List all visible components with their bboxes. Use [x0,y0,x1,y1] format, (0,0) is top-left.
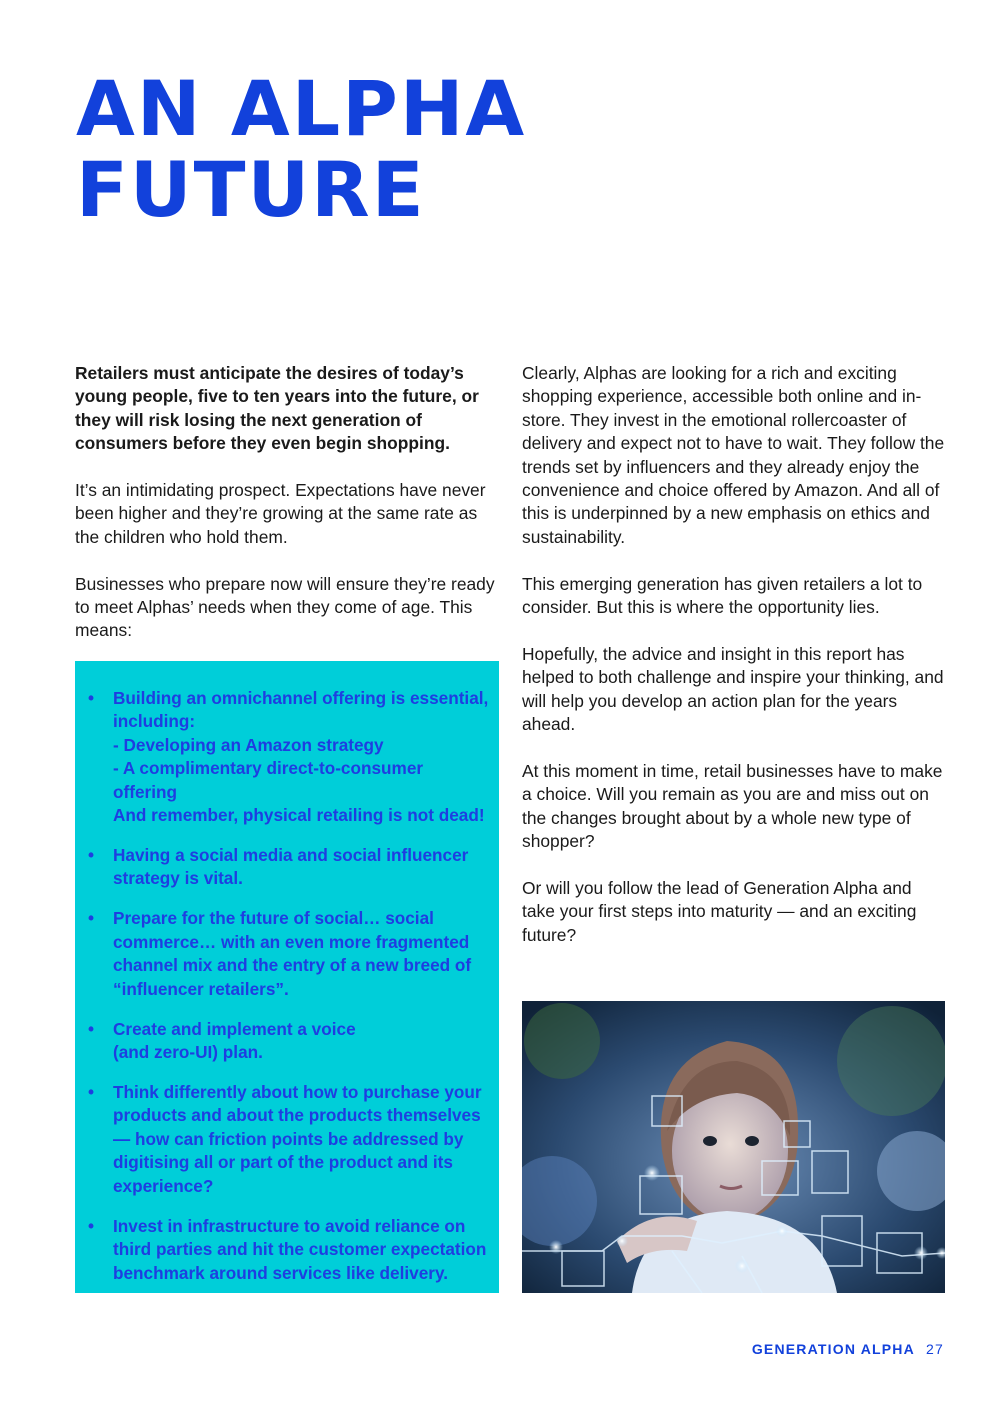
recommendations-callout [75,661,499,1293]
bullet-icon: • [88,1082,95,1103]
body-paragraph: At this moment in time, retail businesses have to make a choice. Will you remain as you are and miss out on the changes brought about by a whole new type of shopper? [522,760,943,852]
recommendation-text: Having a social media and social influencer strategy is vital. [113,845,469,889]
recommendation-item [88,844,491,891]
bullet-icon: • [88,908,95,929]
right-column [522,362,946,970]
lead-paragraph: Retailers must anticipate the desires of today’s young people, five to ten years into the future, or they will risk losing the next generation of consumers before they even begin shopping. [75,363,479,454]
body-paragraph: Clearly, Alphas are looking for a rich and exciting shopping experience, accessible both online and in-store. They invest in the emotional rollercoaster of delivery and expect not to have to wait. They follow the trends set by influencers and they already enjoy the convenience and choice offered by Amazon. And all of this is underpinned by a new emphasis on ethics and sustainability. [522,363,945,547]
recommendation-text: (and zero-UI) plan. [113,1042,263,1063]
bullet-icon: • [88,1215,95,1236]
body-paragraph: Hopefully, the advice and insight in this report has helped to both challenge and inspire your thinking, and will help you develop an action plan for the years ahead. [522,643,944,735]
recommendation-item [88,907,491,1001]
page-number: 27 [926,1341,944,1357]
page-title-line-1: AN ALPHA [76,64,527,153]
recommendation-item [88,687,491,827]
recommendations-list [88,687,491,1285]
page-footer [752,1341,944,1357]
child-touchscreen-photo [522,1001,945,1293]
bullet-icon: • [88,688,95,708]
recommendation-item [88,1081,491,1198]
bullet-icon: • [88,845,95,866]
footer-brand: GENERATION ALPHA [751,1341,915,1357]
recommendation-text: Prepare for the future of social… social commerce… with an even more fragmented channel mix and the entry of a new breed of “influencer retailers”. [113,908,472,999]
recommendation-text: Building an omnichannel offering is essential, including: [113,688,489,732]
recommendation-text: Invest in infrastructure to avoid reliance on third parties and hit the customer expectation benchmark around services like delivery. [113,1215,487,1283]
page-title-line-2: FUTURE [76,145,426,234]
photo-illustration [522,1001,945,1293]
body-paragraph: This emerging generation has given retailers a lot to consider. But this is where the opportunity lies. [522,573,923,618]
recommendation-text: Create and implement a voice [113,1018,356,1039]
page-title [76,64,527,234]
bullet-icon: • [88,1018,95,1039]
recommendation-item [88,1215,491,1285]
left-column [75,362,495,666]
body-paragraph: Or will you follow the lead of Generation Alpha and take your first steps into maturity — and an exciting future? [522,877,917,945]
recommendation-text: And remember, physical retailing is not dead! [113,805,485,826]
recommendation-item [88,1018,491,1065]
body-paragraph: Businesses who prepare now will ensure they’re ready to meet Alphas’ needs when they come of age. This means: [75,573,495,641]
recommendation-text: - Developing an Amazon strategy [113,734,384,755]
recommendation-text: Think differently about how to purchase your products and about the products themselves — how can friction points be addressed by digitising all or part of the product and its experience? [113,1082,482,1196]
body-paragraph: It’s an intimidating prospect. Expectations have never been higher and they’re growing at the same rate as the children who hold them. [75,480,486,547]
recommendation-text: - A complimentary direct-to-consumer offering [113,758,424,802]
